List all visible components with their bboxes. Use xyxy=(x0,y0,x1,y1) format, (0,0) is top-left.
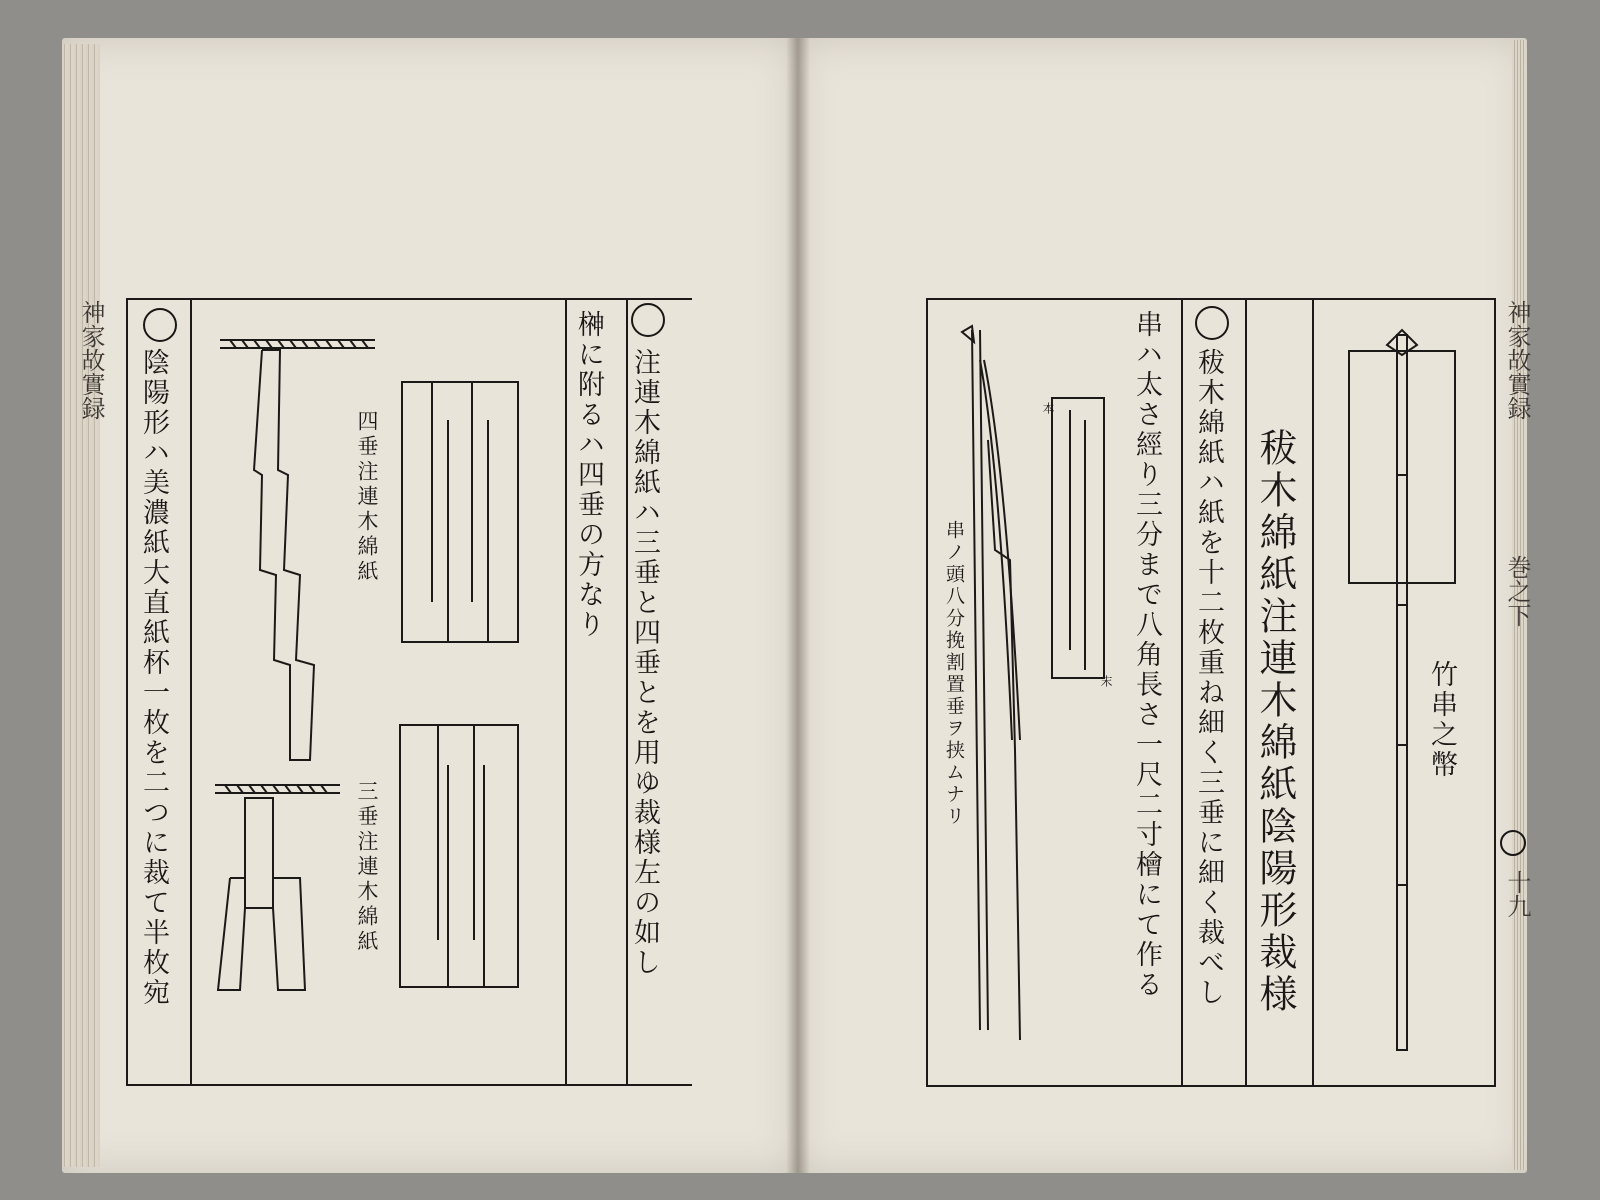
right-margin-page: 十九 xyxy=(1503,870,1531,918)
column-rule xyxy=(190,300,192,1084)
left-margin-title: 神家故實録 xyxy=(77,300,105,420)
label-four-fold: 四垂注連木綿紙 xyxy=(355,410,379,585)
circle-mark xyxy=(631,303,665,337)
right-heading: 秡木綿紙注連木綿紙陰陽形裁様 xyxy=(1253,428,1297,1016)
right-text-col1: 串ハ太さ經り三分まで八角長さ一尺二寸檜にて作る xyxy=(1131,310,1162,1000)
right-margin-title: 神家故實録 xyxy=(1503,300,1531,420)
left-text-col1: 陰陽形ハ美濃紙大直紙杯一枚を二つに裁て半枚宛 xyxy=(138,348,169,1008)
stick-caption: 串ノ頭八分挽割置垂ヲ挟ムナリ xyxy=(943,520,965,828)
mark-top: 本 xyxy=(1041,402,1055,414)
margin-circle-mark xyxy=(1500,830,1526,856)
gohei-stick-diagram xyxy=(950,320,1113,1040)
column-rule xyxy=(1494,298,1496,1085)
circle-mark xyxy=(143,308,177,342)
left-text-col3: 榊に附るハ四垂の方なり xyxy=(573,310,604,640)
column-rule xyxy=(1181,300,1183,1085)
left-text-col2: 注連木綿紙ハ三垂と四垂とを用ゆ裁様左の如し xyxy=(629,348,660,978)
bamboo-label: 竹串之幣 xyxy=(1426,660,1457,780)
label-three-fold: 三垂注連木綿紙 xyxy=(355,780,379,955)
circle-mark xyxy=(1195,306,1229,340)
column-rule xyxy=(626,300,628,1084)
left-fore-edge xyxy=(62,44,100,1167)
column-rule xyxy=(1312,300,1314,1085)
column-rule xyxy=(565,300,567,1084)
mark-bottom: 末 xyxy=(1099,675,1113,687)
right-margin-volume: 巻之下 xyxy=(1503,555,1531,627)
book-gutter xyxy=(786,38,810,1173)
column-rule xyxy=(1245,300,1247,1085)
right-text-col2: 秡木綿紙ハ紙を十二枚重ね細く三垂に細く裁べし xyxy=(1193,348,1224,1008)
folding-pattern-diagrams xyxy=(400,380,530,1000)
